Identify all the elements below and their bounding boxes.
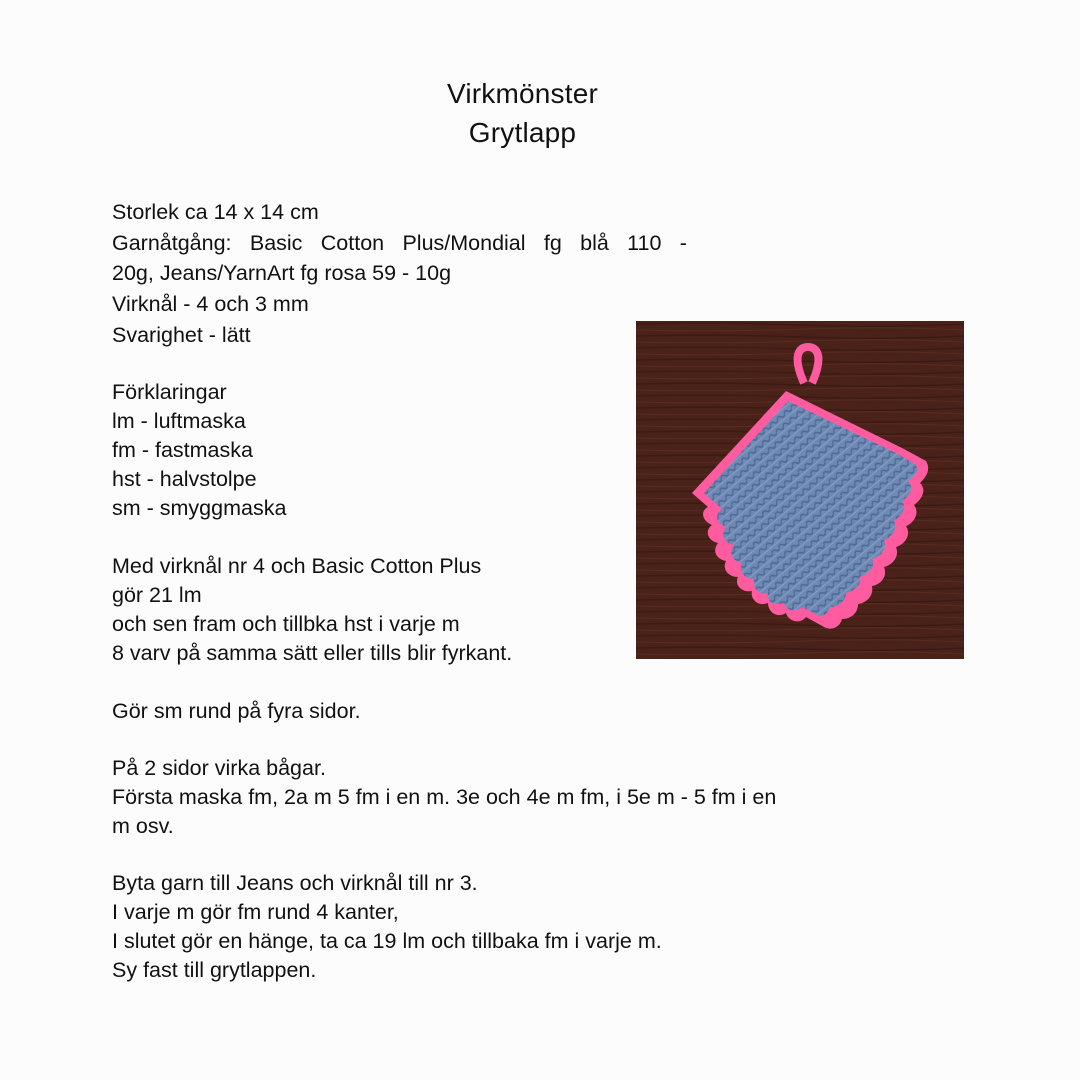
glossary-item: sm - smyggmaska: [112, 496, 287, 520]
instruction-line: I slutet gör en hänge, ta ca 19 lm och tillbaka fm i varje m.: [112, 929, 662, 953]
page-title: [0, 74, 1045, 152]
difficulty-line: Svarighet - lätt: [112, 322, 251, 347]
instruction-line: Gör sm rund på fyra sidor.: [112, 699, 361, 723]
yarn-word: Garnåtgång:: [112, 230, 232, 255]
arches-steps-block: [112, 754, 776, 841]
instruction-line: Byta garn till Jeans och virknål till nr 3.: [112, 871, 478, 895]
potholder-illustration: [636, 321, 964, 659]
yarn-word: Plus/Mondial: [402, 230, 526, 255]
potholder-photo: [636, 321, 964, 659]
yarn-word: fg: [543, 230, 562, 255]
hook-line: Virknål - 4 och 3 mm: [112, 292, 309, 317]
instruction-line: m osv.: [112, 814, 174, 838]
glossary-item: hst - halvstolpe: [112, 467, 257, 491]
instruction-line: 8 varv på samma sätt eller tills blir fyrkant.: [112, 641, 513, 665]
instruction-line: gör 21 lm: [112, 583, 202, 607]
instruction-line: Med virknål nr 4 och Basic Cotton Plus: [112, 554, 482, 578]
instruction-line: Första maska fm, 2a m 5 fm i en m. 3e och 4e m fm, i 5e m - 5 fm i en: [112, 785, 777, 809]
title-line-1: Virkmönster: [446, 78, 599, 109]
instruction-line: Sy fast till grytlappen.: [112, 958, 317, 982]
glossary-item: lm - luftmaska: [112, 409, 246, 433]
yarn-word: blå: [580, 230, 609, 255]
instruction-line: I varje m gör fm rund 4 kanter,: [112, 900, 399, 924]
round-step-block: [112, 697, 361, 726]
yarn-word: Basic: [249, 230, 303, 255]
yarn-line-1: [112, 228, 687, 259]
yarn-word: 110: [627, 230, 662, 255]
finish-steps-block: [112, 869, 662, 985]
specs-block: [112, 197, 687, 350]
glossary-block: [112, 378, 286, 523]
yarn-word: -: [679, 230, 687, 255]
start-steps-block: [112, 552, 512, 668]
yarn-line-2: 20g, Jeans/YarnArt fg rosa 59 - 10g: [112, 261, 452, 286]
size-line: Storlek ca 14 x 14 cm: [112, 200, 319, 224]
glossary-item: fm - fastmaska: [112, 438, 253, 462]
glossary-heading: Förklaringar: [112, 380, 227, 404]
instruction-line: På 2 sidor virka bågar.: [112, 756, 326, 780]
instruction-line: och sen fram och tillbka hst i varje m: [112, 612, 460, 636]
yarn-word: Cotton: [320, 230, 385, 255]
title-line-2: Grytlapp: [468, 117, 577, 148]
